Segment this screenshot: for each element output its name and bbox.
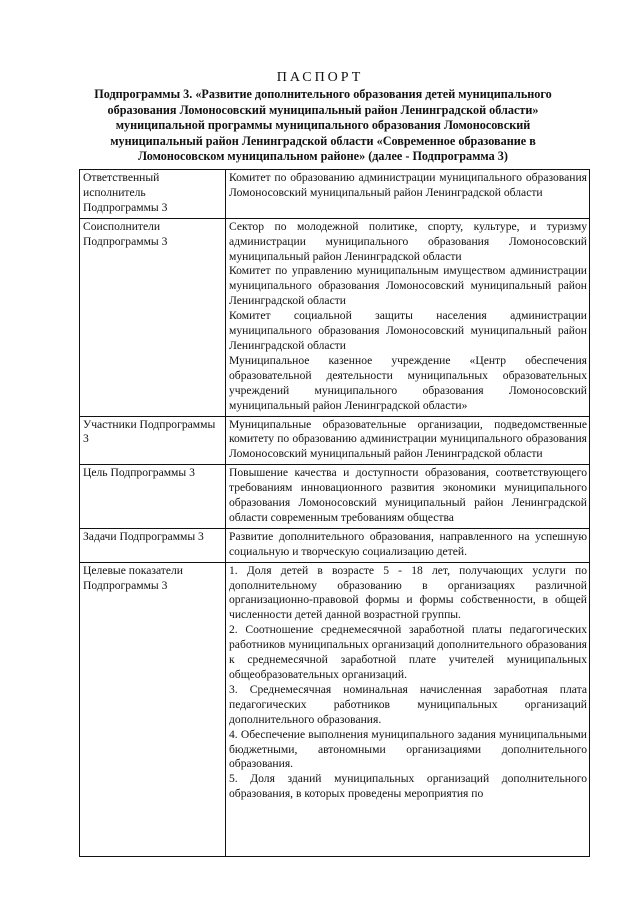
- table-row: [80, 528, 590, 562]
- document-heading: ПАСПОРТ: [276, 70, 364, 85]
- row-paragraph: 2. Соотношение среднемесячной заработной платы педагогических работников муниципальных организаций дополнительного образования к среднемесячной заработной плате учителей муниципальных общеобразовательных организаций.: [229, 623, 587, 681]
- table-row: [80, 218, 590, 416]
- row-label: Соисполнители Подпрограммы 3: [80, 218, 226, 416]
- row-paragraph: 5. Доля зданий муниципальных организаций дополнительного образования, в которых проведены мероприятия по: [229, 772, 587, 801]
- row-label: Задачи Подпрограммы 3: [80, 528, 226, 562]
- row-label: Ответственный исполнитель Подпрограммы 3: [80, 170, 226, 219]
- row-paragraph: 4. Обеспечение выполнения муниципального задания муниципальными бюджетными, автономными организациями дополнительного образования.: [229, 727, 587, 771]
- table-row: [80, 170, 590, 219]
- row-paragraph: Муниципальные образовательные организации, подведомственные комитету по образованию администрации муниципального образования Ломоносовский муниципальный район Ленинградской области: [229, 417, 587, 461]
- row-value: [226, 416, 590, 465]
- row-label: Цель Подпрограммы 3: [80, 465, 226, 529]
- row-paragraph: Комитет социальной защиты населения администрации муниципального образования Ломоносовский муниципальный район Ленинградской области: [229, 309, 587, 352]
- row-paragraph: Повышение качества и доступности образования, соответствующего требованиям инновационного развития экономики муниципального образования Ломоносовский муниципальный район Ленинградской области современным требованиям общества: [229, 466, 587, 524]
- row-paragraph: Комитет по управлению муниципальным имуществом администрации муниципального образования Ломоносовский муниципальный район Ленинградской области: [229, 264, 587, 308]
- row-paragraph: 1. Доля детей в возрасте 5 - 18 лет, получающих услуги по дополнительному образованию в организациях различной организационно-правовой формы и формы собственности, в общей численности детей данной возрастной группы.: [229, 563, 587, 622]
- row-value: [226, 218, 590, 416]
- table-row: [80, 562, 590, 856]
- passport-table: [79, 169, 590, 857]
- document-subtitle: Подпрограммы 3. «Развитие дополнительного образования детей муниципального образования Ломоносовский муниципальный район Ленинградской области» муниципальной программы муниципального образования Ломоносовский муниципальный район Ленинградской области «Современное образование в Ломоносовском муниципальном районе» (далее - Подпрограмма 3): [94, 87, 552, 164]
- row-paragraph: Муниципальное казенное учреждение «Центр обеспечения образовательной деятельности муниципальных образовательных учреждений муниципального образования Ломоносовский муниципальный район Ленинградской области»: [229, 353, 587, 412]
- row-value: [226, 465, 590, 529]
- table-row: [80, 465, 590, 529]
- row-label: Участники Подпрограммы 3: [80, 416, 226, 465]
- row-value: [226, 170, 590, 219]
- row-label: Целевые показатели Подпрограммы 3: [80, 562, 226, 856]
- row-paragraph: 3. Среднемесячная номинальная начисленная заработная плата педагогических работников муниципальных организаций дополнительного образования.: [229, 682, 587, 726]
- row-value: [226, 528, 590, 562]
- row-paragraph: Комитет по образованию администрации муниципального образования Ломоносовский муниципальный район Ленинградской области: [229, 171, 587, 199]
- table-row: [80, 416, 590, 465]
- row-paragraph: Сектор по молодежной политике, спорту, культуре, и туризму администрации муниципального образования Ломоносовский муниципальный район Ленинградской области: [229, 219, 587, 263]
- row-paragraph: Развитие дополнительного образования, направленного на успешную социальную и творческую социализацию детей.: [229, 529, 587, 558]
- row-value: [226, 562, 590, 856]
